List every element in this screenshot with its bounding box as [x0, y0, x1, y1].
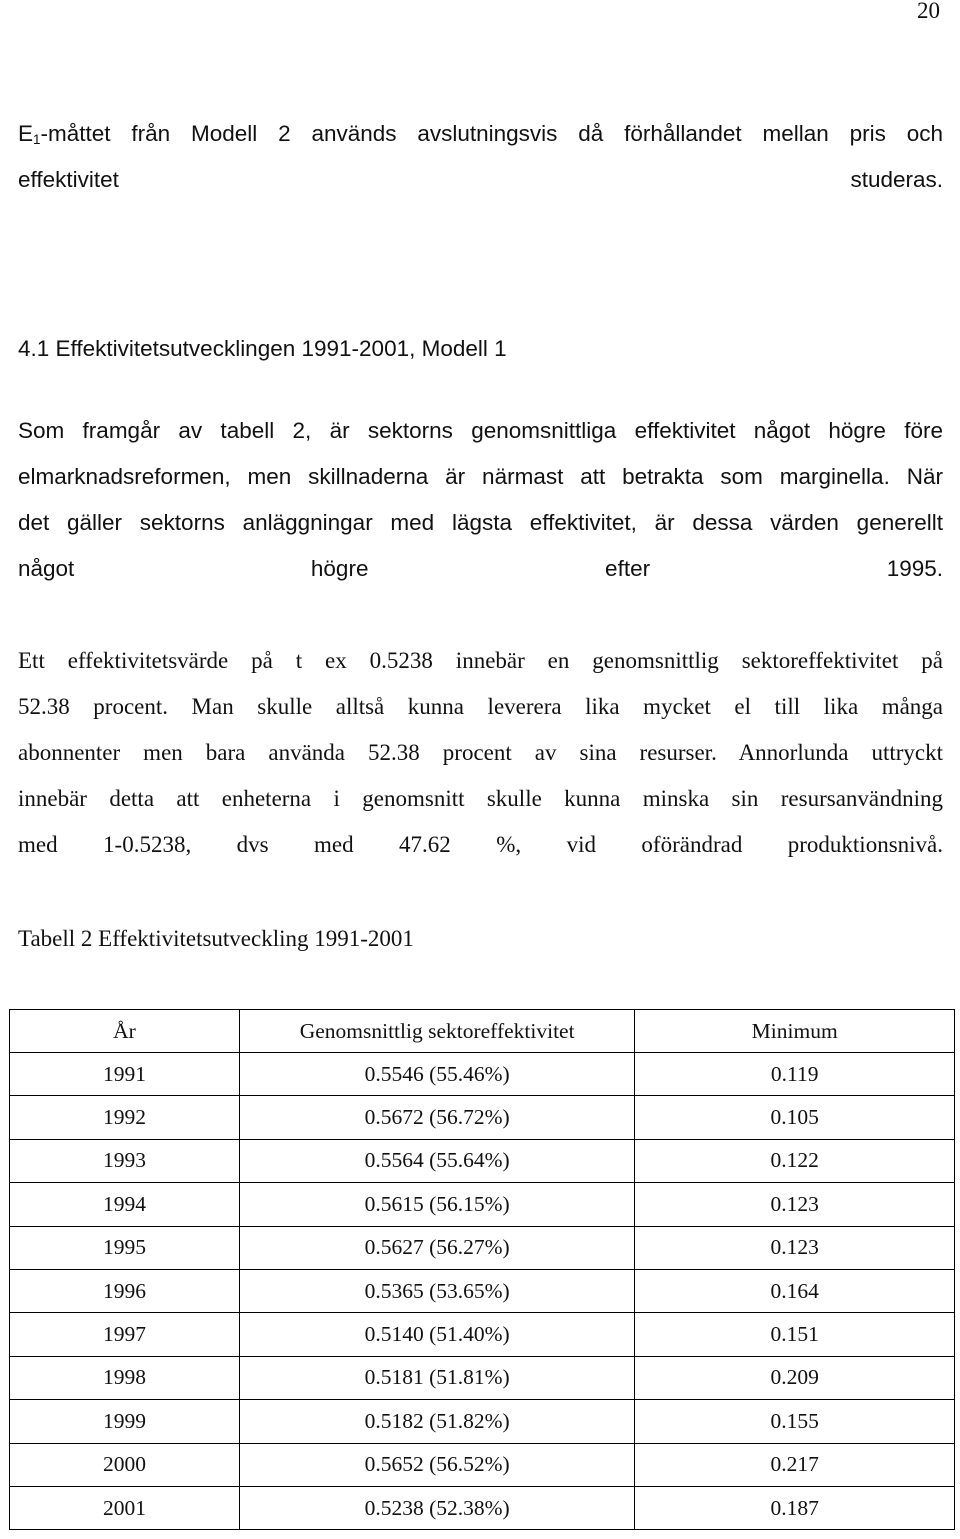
- efficiency-table: [9, 1009, 955, 1530]
- paragraph-1: [18, 408, 943, 592]
- cell-minimum: 0.123: [635, 1183, 955, 1226]
- cell-minimum: 0.187: [635, 1486, 955, 1529]
- cell-year: 1999: [10, 1400, 240, 1443]
- cell-minimum: 0.217: [635, 1443, 955, 1486]
- cell-year: 1994: [10, 1183, 240, 1226]
- paragraph-2-line: med 1-0.5238, dvs med 47.62 %, vid oförändrad produktionsnivå.: [18, 832, 943, 857]
- section-heading: 4.1 Effektivitetsutvecklingen 1991-2001, Modell 1: [18, 336, 507, 361]
- cell-average-efficiency: 0.5181 (51.81%): [239, 1356, 635, 1399]
- table-row: [10, 1053, 955, 1096]
- table-row: [10, 1139, 955, 1182]
- cell-average-efficiency: 0.5627 (56.27%): [239, 1226, 635, 1269]
- cell-average-efficiency: 0.5652 (56.52%): [239, 1443, 635, 1486]
- cell-minimum: 0.209: [635, 1356, 955, 1399]
- paragraph-2-line: Ett effektivitetsvärde på t ex 0.5238 innebär en genomsnittlig sektoreffektivitet på: [18, 648, 943, 673]
- cell-year: 1993: [10, 1139, 240, 1182]
- cell-year: 2000: [10, 1443, 240, 1486]
- cell-minimum: 0.123: [635, 1226, 955, 1269]
- header-minimum: Minimum: [635, 1010, 955, 1053]
- cell-minimum: 0.119: [635, 1053, 955, 1096]
- intro-line-2: effektivitet studeras.: [18, 167, 943, 192]
- cell-average-efficiency: 0.5182 (51.82%): [239, 1400, 635, 1443]
- intro-line-1: $E_1$-måttet från Modell 2 används avslutningsvis då förhållandet mellan pris och: [18, 121, 943, 147]
- header-average-efficiency: Genomsnittlig sektoreffektivitet: [239, 1010, 635, 1053]
- e-symbol: $E_1$: [18, 121, 41, 147]
- table-row: [10, 1183, 955, 1226]
- table-row: [10, 1443, 955, 1486]
- cell-average-efficiency: 0.5546 (55.46%): [239, 1053, 635, 1096]
- cell-average-efficiency: 0.5140 (51.40%): [239, 1313, 635, 1356]
- cell-minimum: 0.105: [635, 1096, 955, 1139]
- paragraph-1-line: något högre efter 1995.: [18, 556, 943, 581]
- header-year: År: [10, 1010, 240, 1053]
- paragraph-2-line: innebär detta att enheterna i genomsnitt skulle kunna minska sin resursanvändning: [18, 786, 943, 811]
- page-number: 20: [917, 0, 940, 23]
- paragraph-1-line: Som framgår av tabell 2, är sektorns genomsnittliga effektivitet något högre före: [18, 418, 943, 443]
- cell-average-efficiency: 0.5615 (56.15%): [239, 1183, 635, 1226]
- table-row: [10, 1486, 955, 1529]
- table-row: [10, 1400, 955, 1443]
- table-caption: Tabell 2 Effektivitetsutveckling 1991-2001: [18, 926, 414, 951]
- paragraph-1-line: elmarknadsreformen, men skillnaderna är närmast att betrakta som marginella. När: [18, 464, 943, 489]
- cell-year: 1992: [10, 1096, 240, 1139]
- table-header-row: [10, 1010, 955, 1053]
- cell-minimum: 0.164: [635, 1269, 955, 1312]
- table-row: [10, 1096, 955, 1139]
- table-row: [10, 1313, 955, 1356]
- cell-minimum: 0.155: [635, 1400, 955, 1443]
- table-row: [10, 1226, 955, 1269]
- cell-minimum: 0.151: [635, 1313, 955, 1356]
- cell-year: 1997: [10, 1313, 240, 1356]
- cell-average-efficiency: 0.5564 (55.64%): [239, 1139, 635, 1182]
- cell-year: 2001: [10, 1486, 240, 1529]
- paragraph-1-line: det gäller sektorns anläggningar med lägsta effektivitet, är dessa värden generellt: [18, 510, 943, 535]
- cell-year: 1995: [10, 1226, 240, 1269]
- cell-year: 1996: [10, 1269, 240, 1312]
- cell-average-efficiency: 0.5672 (56.72%): [239, 1096, 635, 1139]
- paragraph-2-line: abonnenter men bara använda 52.38 procent av sina resurser. Annorlunda uttryckt: [18, 740, 943, 765]
- intro-paragraph: [18, 111, 943, 203]
- table-row: [10, 1269, 955, 1312]
- cell-average-efficiency: 0.5365 (53.65%): [239, 1269, 635, 1312]
- cell-year: 1998: [10, 1356, 240, 1399]
- cell-minimum: 0.122: [635, 1139, 955, 1182]
- cell-average-efficiency: 0.5238 (52.38%): [239, 1486, 635, 1529]
- table-row: [10, 1356, 955, 1399]
- cell-year: 1991: [10, 1053, 240, 1096]
- paragraph-2: [18, 638, 943, 868]
- paragraph-2-line: 52.38 procent. Man skulle alltså kunna leverera lika mycket el till lika många: [18, 694, 943, 719]
